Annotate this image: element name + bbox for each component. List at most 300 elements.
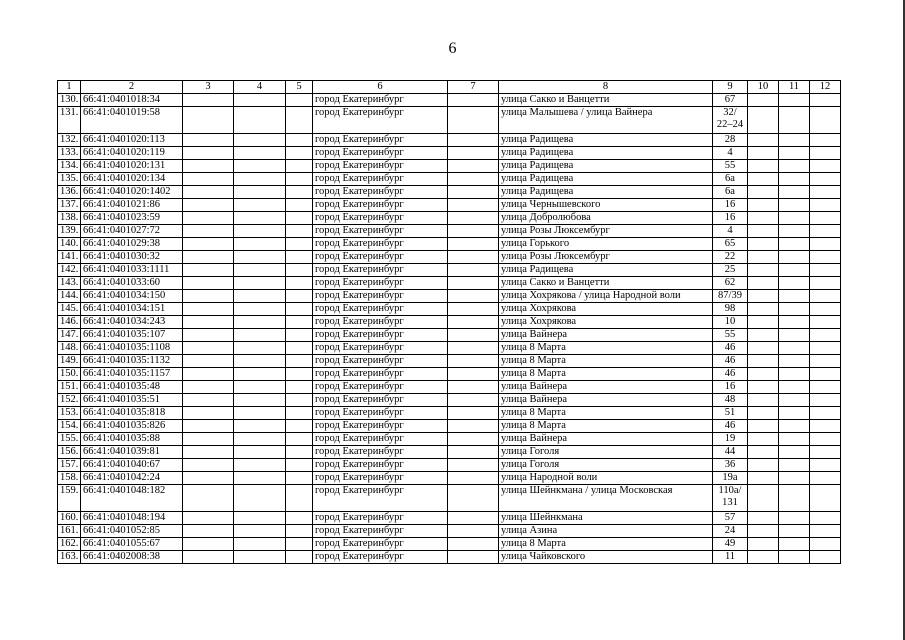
empty-cell [810,160,841,173]
cadastral-number-cell: 66:41:0401033:60 [81,277,183,290]
empty-cell [183,225,234,238]
house-number-cell [713,290,748,303]
empty-cell [234,290,286,303]
row-number-cell: 140. [58,238,81,251]
empty-cell [448,394,499,407]
empty-cell [779,94,810,107]
row-number-cell: 151. [58,381,81,394]
row-number-cell: 155. [58,433,81,446]
column-number: 4 [234,81,286,94]
cadastral-number-cell: 66:41:0401042:24 [81,472,183,485]
city-cell: город Екатеринбург [313,485,448,512]
empty-cell [234,134,286,147]
empty-cell [286,212,313,225]
empty-cell [183,525,234,538]
empty-cell [748,238,779,251]
cadastral-number-cell: 66:41:0401040:67 [81,459,183,472]
house-number-cell [713,472,748,485]
house-number-cell [713,538,748,551]
cadastral-number-cell: 66:41:0401035:1132 [81,355,183,368]
cadastral-number-cell: 66:41:0401035:818 [81,407,183,420]
empty-cell [810,264,841,277]
cadastral-number-cell: 66:41:0401027:72 [81,225,183,238]
table-row [58,316,841,329]
empty-cell [448,251,499,264]
empty-cell [810,251,841,264]
empty-cell [748,433,779,446]
empty-cell [748,342,779,355]
empty-cell [448,160,499,173]
empty-cell [810,134,841,147]
house-number-line: 98 [724,303,736,314]
house-number-line: 55 [724,329,736,340]
empty-cell [183,160,234,173]
empty-cell [183,381,234,394]
cadastral-number-cell: 66:41:0401035:1108 [81,342,183,355]
house-number-cell [713,342,748,355]
street-cell: улица Азина [499,525,713,538]
page-number: 6 [448,40,457,57]
column-number: 11 [779,81,810,94]
house-number-cell [713,485,748,512]
empty-cell [183,472,234,485]
city-cell: город Екатеринбург [313,551,448,564]
empty-cell [234,538,286,551]
empty-cell [810,525,841,538]
empty-cell [810,407,841,420]
empty-cell [183,107,234,134]
empty-cell [810,107,841,134]
cadastral-number-cell: 66:41:0402008:38 [81,551,183,564]
street-cell: улица 8 Марта [499,368,713,381]
empty-cell [748,551,779,564]
house-number-line: 46 [724,342,736,353]
empty-cell [748,355,779,368]
city-cell: город Екатеринбург [313,212,448,225]
empty-cell [234,147,286,160]
empty-cell [286,459,313,472]
empty-cell [810,290,841,303]
table-row [58,355,841,368]
city-cell: город Екатеринбург [313,186,448,199]
empty-cell [183,420,234,433]
empty-cell [810,342,841,355]
empty-cell [448,342,499,355]
empty-cell [810,394,841,407]
table-row [58,225,841,238]
column-number: 10 [748,81,779,94]
empty-cell [234,303,286,316]
city-cell: город Екатеринбург [313,290,448,303]
cadastral-number-cell: 66:41:0401019:58 [81,107,183,134]
house-number-line: 110а/ [718,485,742,496]
empty-cell [286,538,313,551]
city-cell: город Екатеринбург [313,199,448,212]
house-number-line: 44 [724,446,736,457]
empty-cell [810,551,841,564]
empty-cell [286,420,313,433]
empty-cell [779,303,810,316]
cadastral-number-cell: 66:41:0401023:59 [81,212,183,225]
empty-cell [810,316,841,329]
row-number-cell: 147. [58,329,81,342]
table-body [58,81,841,564]
empty-cell [183,394,234,407]
row-number-cell: 153. [58,407,81,420]
city-cell: город Екатеринбург [313,407,448,420]
city-cell: город Екатеринбург [313,238,448,251]
city-cell: город Екатеринбург [313,433,448,446]
empty-cell [286,472,313,485]
street-cell: улица Вайнера [499,381,713,394]
empty-cell [810,420,841,433]
empty-cell [234,264,286,277]
empty-cell [810,368,841,381]
empty-cell [779,107,810,134]
street-cell: улица 8 Марта [499,538,713,551]
empty-cell [779,212,810,225]
street-cell: улица Радищева [499,147,713,160]
empty-cell [448,446,499,459]
street-cell: улица 8 Марта [499,420,713,433]
street-cell: улица Сакко и Ванцетти [499,94,713,107]
empty-cell [286,134,313,147]
street-cell: улица Горького [499,238,713,251]
street-cell: улица Сакко и Ванцетти [499,277,713,290]
house-number-line: 16 [724,199,736,210]
street-cell: улица Гоголя [499,446,713,459]
street-cell: улица Радищева [499,160,713,173]
cadastral-number-cell: 66:41:0401021:86 [81,199,183,212]
empty-cell [183,147,234,160]
empty-cell [448,355,499,368]
row-number-cell: 159. [58,485,81,512]
table-row [58,446,841,459]
house-number-cell [713,394,748,407]
cadastral-number-cell: 66:41:0401035:88 [81,433,183,446]
empty-cell [183,355,234,368]
empty-cell [779,512,810,525]
empty-cell [748,446,779,459]
empty-cell [448,199,499,212]
table-row [58,290,841,303]
column-number: 5 [286,81,313,94]
empty-cell [748,264,779,277]
row-number-cell: 145. [58,303,81,316]
empty-cell [810,472,841,485]
table-row [58,186,841,199]
table-row [58,160,841,173]
house-number-cell [713,551,748,564]
row-number-cell: 144. [58,290,81,303]
house-number-line: 4 [727,147,733,158]
row-number-cell: 152. [58,394,81,407]
empty-cell [234,225,286,238]
house-number-line: 25 [724,264,736,275]
column-number: 2 [81,81,183,94]
empty-cell [448,94,499,107]
table-row [58,459,841,472]
empty-cell [748,147,779,160]
empty-cell [779,551,810,564]
street-cell: улица Добролюбова [499,212,713,225]
cadastral-number-cell: 66:41:0401048:182 [81,485,183,512]
street-cell: улица 8 Марта [499,355,713,368]
house-number-cell [713,355,748,368]
cadastral-number-cell: 66:41:0401039:81 [81,446,183,459]
empty-cell [183,512,234,525]
empty-cell [448,420,499,433]
empty-cell [183,199,234,212]
empty-cell [748,290,779,303]
city-cell: город Екатеринбург [313,277,448,290]
house-number-cell [713,407,748,420]
empty-cell [286,446,313,459]
empty-cell [810,186,841,199]
empty-cell [234,472,286,485]
empty-cell [779,485,810,512]
empty-cell [748,160,779,173]
city-cell: город Екатеринбург [313,472,448,485]
row-number-cell: 141. [58,251,81,264]
house-number-line: 36 [724,459,736,470]
city-cell: город Екатеринбург [313,394,448,407]
empty-cell [234,251,286,264]
empty-cell [779,199,810,212]
house-number-cell [713,147,748,160]
empty-cell [448,316,499,329]
column-number-row [58,81,841,94]
house-number-line: 6а [725,186,735,197]
empty-cell [748,407,779,420]
empty-cell [748,212,779,225]
house-number-line: 46 [724,420,736,431]
empty-cell [286,329,313,342]
empty-cell [183,538,234,551]
column-number: 6 [313,81,448,94]
city-cell: город Екатеринбург [313,459,448,472]
empty-cell [810,173,841,186]
row-number-cell: 139. [58,225,81,238]
empty-cell [234,107,286,134]
cadastral-number-cell: 66:41:0401034:151 [81,303,183,316]
empty-cell [810,147,841,160]
column-number: 7 [448,81,499,94]
house-number-line: 24 [724,525,736,536]
street-cell: улица 8 Марта [499,407,713,420]
empty-cell [748,225,779,238]
empty-cell [810,199,841,212]
street-cell: улица Хохрякова / улица Народной воли [499,290,713,303]
empty-cell [183,212,234,225]
house-number-cell [713,368,748,381]
empty-cell [286,433,313,446]
empty-cell [234,212,286,225]
empty-cell [234,407,286,420]
city-cell: город Екатеринбург [313,342,448,355]
city-cell: город Екатеринбург [313,303,448,316]
cadastral-number-cell: 66:41:0401020:113 [81,134,183,147]
row-number-cell: 134. [58,160,81,173]
empty-cell [779,238,810,251]
city-cell: город Екатеринбург [313,160,448,173]
empty-cell [234,277,286,290]
row-number-cell: 158. [58,472,81,485]
street-cell: улица Чернышевского [499,199,713,212]
row-number-cell: 130. [58,94,81,107]
empty-cell [748,512,779,525]
house-number-line: 55 [724,160,736,171]
empty-cell [234,433,286,446]
empty-cell [183,290,234,303]
cadastral-number-cell: 66:41:0401033:1111 [81,264,183,277]
empty-cell [234,199,286,212]
row-number-cell: 138. [58,212,81,225]
empty-cell [286,107,313,134]
empty-cell [183,94,234,107]
table-row [58,485,841,512]
street-cell: улица Шейнкмана / улица Московская [499,485,713,512]
empty-cell [286,485,313,512]
city-cell: город Екатеринбург [313,525,448,538]
street-cell: улица Хохрякова [499,316,713,329]
empty-cell [779,538,810,551]
table-row [58,472,841,485]
table-row [58,264,841,277]
empty-cell [748,134,779,147]
house-number-line: 19 [724,433,736,444]
street-cell: улица Радищева [499,173,713,186]
empty-cell [810,355,841,368]
empty-cell [234,512,286,525]
street-cell: улица Розы Люксембург [499,225,713,238]
empty-cell [286,342,313,355]
empty-cell [234,381,286,394]
house-number-line: 65 [724,238,736,249]
empty-cell [286,186,313,199]
empty-cell [779,186,810,199]
city-cell: город Екатеринбург [313,251,448,264]
empty-cell [779,264,810,277]
empty-cell [234,186,286,199]
empty-cell [286,551,313,564]
empty-cell [183,238,234,251]
empty-cell [810,303,841,316]
house-number-cell [713,381,748,394]
empty-cell [748,316,779,329]
cadastral-number-cell: 66:41:0401034:150 [81,290,183,303]
empty-cell [810,238,841,251]
empty-cell [234,525,286,538]
empty-cell [448,512,499,525]
house-number-line: 46 [724,368,736,379]
street-cell: улица Гоголя [499,459,713,472]
city-cell: город Екатеринбург [313,381,448,394]
house-number-cell [713,251,748,264]
table-row [58,251,841,264]
empty-cell [810,512,841,525]
house-number-cell [713,225,748,238]
empty-cell [234,368,286,381]
street-cell: улица Шейнкмана [499,512,713,525]
house-number-line: 67 [724,94,736,105]
empty-cell [748,485,779,512]
empty-cell [183,459,234,472]
empty-cell [748,525,779,538]
empty-cell [286,147,313,160]
city-cell: город Екатеринбург [313,420,448,433]
house-number-line: 49 [724,538,736,549]
empty-cell [286,316,313,329]
street-cell: улица Розы Люксембург [499,251,713,264]
empty-cell [183,342,234,355]
table-row [58,94,841,107]
registry-table [57,80,841,564]
empty-cell [183,303,234,316]
house-number-line: 51 [724,407,736,418]
empty-cell [448,147,499,160]
empty-cell [286,407,313,420]
street-cell: улица Хохрякова [499,303,713,316]
empty-cell [779,368,810,381]
table-row [58,199,841,212]
empty-cell [286,303,313,316]
row-number-cell: 154. [58,420,81,433]
city-cell: город Екатеринбург [313,264,448,277]
empty-cell [183,368,234,381]
empty-cell [448,525,499,538]
empty-cell [748,459,779,472]
row-number-cell: 131. [58,107,81,134]
empty-cell [810,538,841,551]
row-number-cell: 142. [58,264,81,277]
empty-cell [779,251,810,264]
empty-cell [448,551,499,564]
empty-cell [183,264,234,277]
empty-cell [183,329,234,342]
empty-cell [448,264,499,277]
empty-cell [286,251,313,264]
empty-cell [810,225,841,238]
empty-cell [286,160,313,173]
empty-cell [234,485,286,512]
row-number-cell: 132. [58,134,81,147]
table-row [58,368,841,381]
empty-cell [234,173,286,186]
empty-cell [234,459,286,472]
row-number-cell: 149. [58,355,81,368]
empty-cell [748,420,779,433]
column-number: 3 [183,81,234,94]
empty-cell [234,551,286,564]
empty-cell [234,355,286,368]
row-number-cell: 150. [58,368,81,381]
house-number-line: 22–24 [716,119,744,130]
table-row [58,173,841,186]
empty-cell [183,316,234,329]
row-number-cell: 136. [58,186,81,199]
street-cell: улица Вайнера [499,394,713,407]
empty-cell [448,381,499,394]
empty-cell [183,277,234,290]
house-number-cell [713,199,748,212]
city-cell: город Екатеринбург [313,107,448,134]
empty-cell [748,303,779,316]
cadastral-number-cell: 66:41:0401052:85 [81,525,183,538]
empty-cell [779,277,810,290]
empty-cell [779,472,810,485]
table-row [58,238,841,251]
